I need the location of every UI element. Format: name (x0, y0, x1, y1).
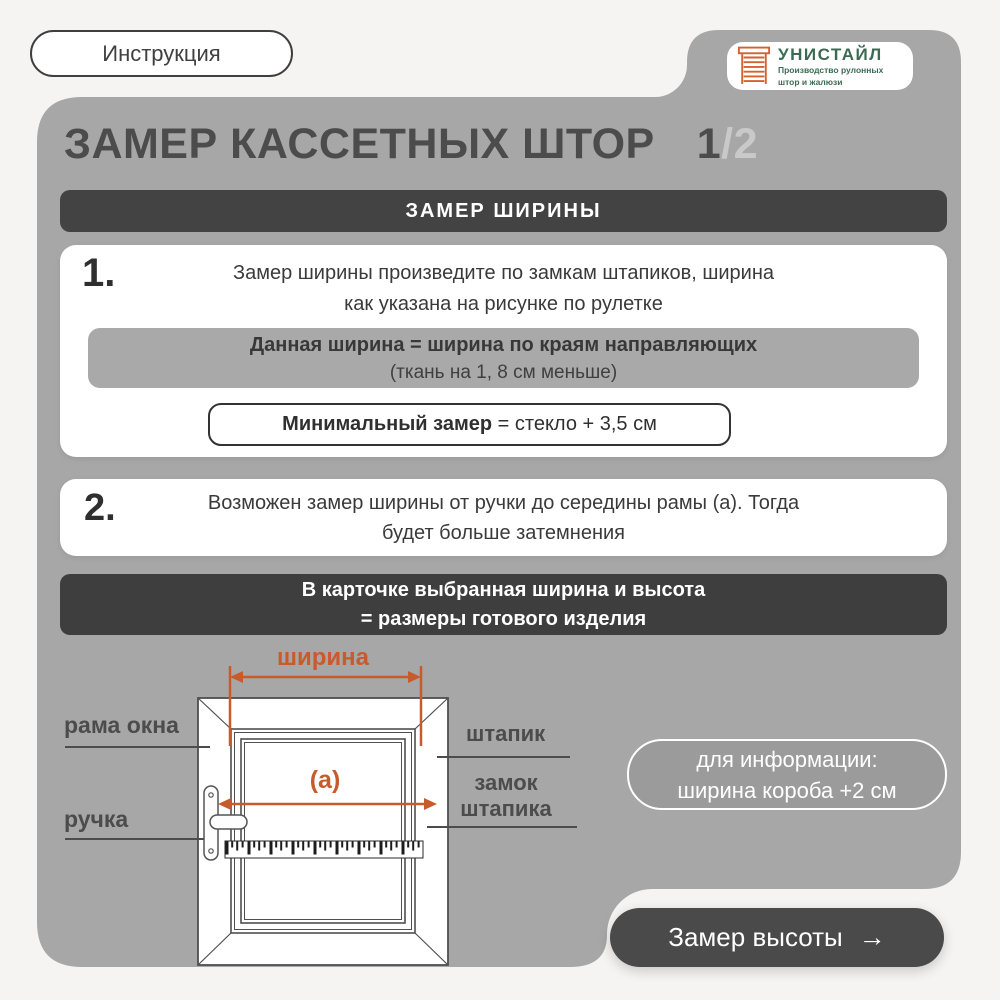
step1-card (60, 245, 947, 457)
result-bar-line2: = размеры готового изделия (360, 607, 647, 630)
minimum-measure-rest: = стекло + 3,5 см (492, 413, 657, 435)
highlight-bold-text: Данная ширина = ширина по краям направляющих (249, 334, 758, 356)
brand-logo (727, 42, 913, 90)
step1-number: 1. (82, 251, 116, 295)
bead-callout-label: штапик (466, 721, 546, 746)
step2-number: 2. (84, 487, 116, 529)
step2-text-line1: Возможен замер ширины от ручки до середины рамы (а). Тогда (207, 492, 800, 514)
width-dimension-label: ширина (276, 644, 369, 671)
page-number-total: /2 (721, 120, 759, 168)
result-bar (60, 574, 947, 635)
highlight-note-text: (ткань на 1, 8 см меньше) (389, 362, 618, 383)
step2-text-line2: будет больше затемнения (381, 522, 626, 544)
step2-text (60, 488, 947, 548)
title-text: ЗАМЕР КАССЕТНЫХ ШТОР (64, 120, 655, 168)
info-box (627, 739, 947, 810)
width-section-header: ЗАМЕР ШИРИНЫ (60, 190, 947, 232)
ruler (225, 841, 423, 858)
blinds-logo-icon (737, 46, 771, 86)
logo-tagline-2: штор и жалюзи (778, 76, 843, 87)
handle-callout-label: ручка (64, 806, 129, 832)
step1-text-line1: Замер ширины произведите по замкам штапиков, ширина (233, 262, 774, 284)
right-arrow-icon: → (858, 922, 886, 952)
step1-text-line2: как указана на рисунке по рулетке (344, 293, 663, 315)
step1-text (60, 258, 947, 320)
info-box-line2: ширина короба +2 см (677, 777, 897, 803)
height-measure-label: Замер высоты (668, 922, 843, 952)
height-measure-button[interactable] (610, 908, 944, 967)
bead-lock-label-line2: штапика (460, 796, 552, 821)
minimum-measure-box (208, 403, 731, 446)
bead-lock-label-line1: замок (474, 770, 538, 795)
window-drawing (198, 698, 448, 965)
bead-lock-callout-label (447, 770, 565, 822)
page-number-current: 1 (696, 120, 722, 168)
step2-card (60, 479, 947, 556)
minimum-measure-bold: Минимальный замер (282, 413, 493, 435)
info-box-line1: для информации: (696, 746, 878, 772)
logo-tagline-1: Производство рулонных (778, 64, 884, 75)
page-title (64, 120, 758, 169)
logo-name: УНИСТАЙЛ (778, 44, 883, 64)
step1-highlight-bar (88, 328, 919, 388)
instruction-button[interactable]: Инструкция (30, 30, 293, 77)
result-bar-line1: В карточке выбранная ширина и высота (301, 578, 706, 601)
frame-callout-label: рама окна (64, 712, 179, 738)
a-dimension-label: (а) (309, 766, 341, 794)
